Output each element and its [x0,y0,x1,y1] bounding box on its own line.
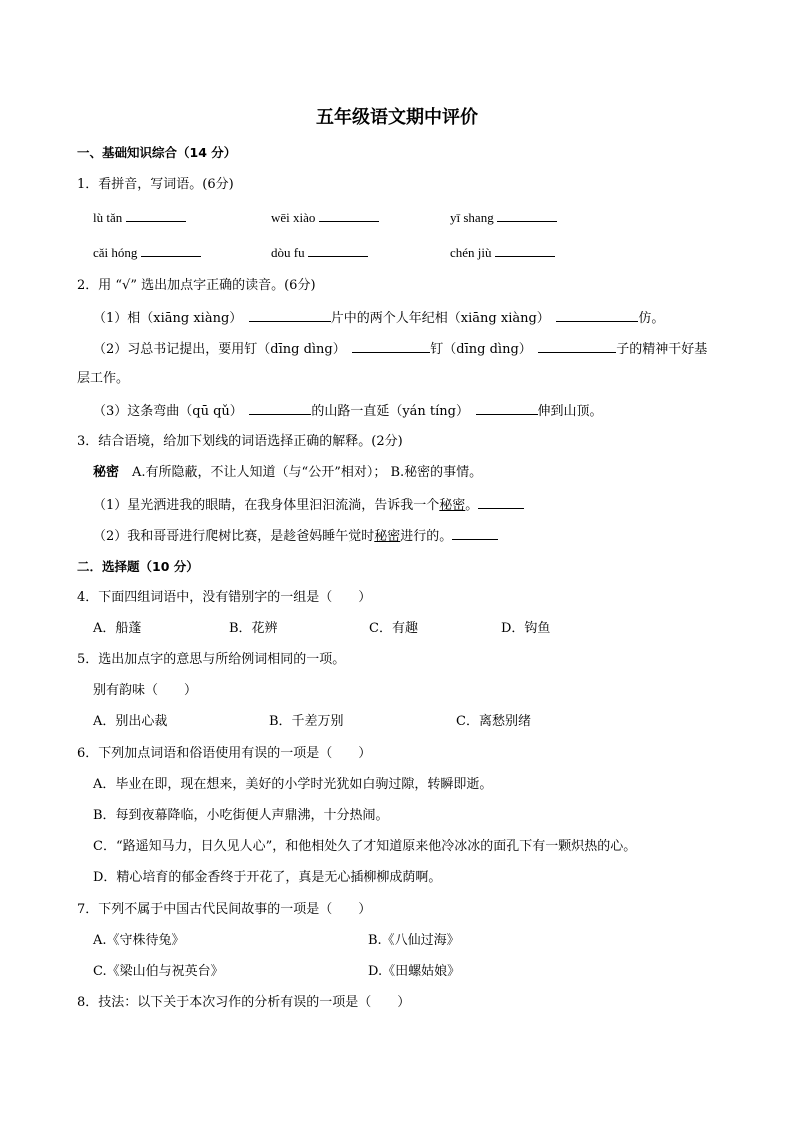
answer-blank[interactable] [452,525,498,540]
section-2-heading: 二．选择题（10 分） [77,559,199,574]
q3-text: 进行的。 [400,529,453,544]
q2-text: 的山路一直延（yán tíng） [311,404,463,419]
q2-text: 仿。 [638,311,665,326]
q1-item-4 [93,242,201,263]
q2-text: （3）这条弯曲（qū qǔ） [93,404,237,419]
answer-blank[interactable] [495,242,555,257]
q2-text: （2）习总书记提出，要用钉（dīng dìng） [93,342,340,357]
q2-line-3 [93,400,603,422]
answer-blank[interactable] [308,242,368,257]
answer-blank[interactable] [352,338,430,353]
answer-blank[interactable] [538,338,616,353]
answer-blank[interactable] [478,494,524,509]
q7-option-c[interactable]: C.《梁山伯与祝英台》 [93,964,224,979]
q7-stem: 7．下列不属于中国古代民间故事的一项是（ ） [77,902,372,917]
q4-option-b[interactable]: B．花辨 [229,621,278,636]
answer-blank[interactable] [319,207,379,222]
q1-item-1 [93,207,186,228]
q2-stem: 2．用 “√” 选出加点字正确的读音。(6分) [77,278,316,293]
q3-text: （1）星光洒进我的眼睛，在我身体里汩汩流淌，告诉我一个 [93,498,440,513]
q8-stem: 8．技法：以下关于本次习作的分析有误的一项是（ ） [77,995,411,1010]
q7-option-b[interactable]: B.《八仙过海》 [368,933,460,948]
q1-item-3 [450,207,557,228]
q6-option-b[interactable]: B．每到夜幕降临，小吃街便人声鼎沸，十分热闹。 [93,808,389,823]
q4-option-c[interactable]: C．有趣 [369,621,418,636]
q2-text: 伸到山顶。 [537,404,603,419]
q6-stem: 6．下列加点词语和俗语使用有误的一项是（ ） [77,746,372,761]
answer-blank[interactable] [126,207,186,222]
q2-line-2-cont: 层工作。 [77,371,130,386]
section-1-heading: 一、基础知识综合（14 分） [77,145,237,160]
q2-text: （1）相（xiāng xiàng） [93,311,236,326]
q5-option-b[interactable]: B．千差万别 [269,714,344,729]
q4-option-d[interactable]: D．钩鱼 [501,621,551,636]
q5-example: 别有韵味（ ） [93,683,198,698]
pinyin: cǎi hóng [93,245,138,260]
q2-line-1 [93,307,664,329]
answer-blank[interactable] [249,307,331,322]
q4-stem: 4．下面四组词语中，没有错别字的一组是（ ） [77,590,372,605]
answer-blank[interactable] [141,242,201,257]
q3-def-text: A.有所隐蔽，不让人知道（与“公开”相对）； B.秘密的事情。 [132,465,483,480]
q3-text: （2）我和哥哥进行爬树比赛，是趁爸妈睡午觉时 [93,529,375,544]
q6-option-c[interactable]: C．“路遥知马力，日久见人心”，和他相处久了才知道原来他冷冰冰的面孔下有一颗炽热的心。 [93,839,637,854]
q2-text: 片中的两个人年纪相（xiāng xiàng） [330,311,544,326]
q1-item-2 [271,207,379,228]
q2-text: 钉（dīng dìng） [430,342,526,357]
q3-text: 。 [465,498,479,513]
answer-blank[interactable] [249,400,311,415]
q3-definition [93,463,482,483]
q1-item-6 [450,242,555,263]
q1-item-5 [271,242,368,263]
answer-blank[interactable] [497,207,557,222]
pinyin: wēi xiào [271,210,316,225]
answer-blank[interactable] [556,307,638,322]
page-title: 五年级语文期中评价 [316,107,478,128]
q1-stem: 1．看拼音，写词语。(6分) [77,177,234,192]
q3-keyword: 秘密 [93,465,120,480]
q2-line-2 [93,338,707,360]
q5-option-a[interactable]: A．别出心裁 [93,714,168,729]
q2-text: 子的精神干好基 [616,342,708,357]
q4-option-a[interactable]: A．船蓬 [93,621,142,636]
q3-stem: 3．结合语境，给加下划线的词语选择正确的解释。(2分) [77,434,403,449]
q3-sentence-1 [93,494,524,516]
underlined-word: 秘密 [374,529,401,544]
q5-stem: 5．选出加点字的意思与所给例词相同的一项。 [77,652,346,667]
q3-sentence-2 [93,525,498,547]
q7-option-d[interactable]: D.《田螺姑娘》 [368,964,461,979]
q7-option-a[interactable]: A.《守株待兔》 [93,933,185,948]
pinyin: chén jiù [450,245,492,260]
q6-option-d[interactable]: D．精心培育的郁金香终于开花了，真是无心插柳柳成荫啊。 [93,870,442,885]
pinyin: dòu fu [271,245,305,260]
q5-option-c[interactable]: C．离愁别绪 [456,714,531,729]
pinyin: yī shang [450,210,494,225]
q6-option-a[interactable]: A．毕业在即，现在想来，美好的小学时光犹如白驹过隙，转瞬即逝。 [93,777,493,792]
underlined-word: 秘密 [439,498,466,513]
answer-blank[interactable] [476,400,538,415]
pinyin: lù tǎn [93,210,123,225]
